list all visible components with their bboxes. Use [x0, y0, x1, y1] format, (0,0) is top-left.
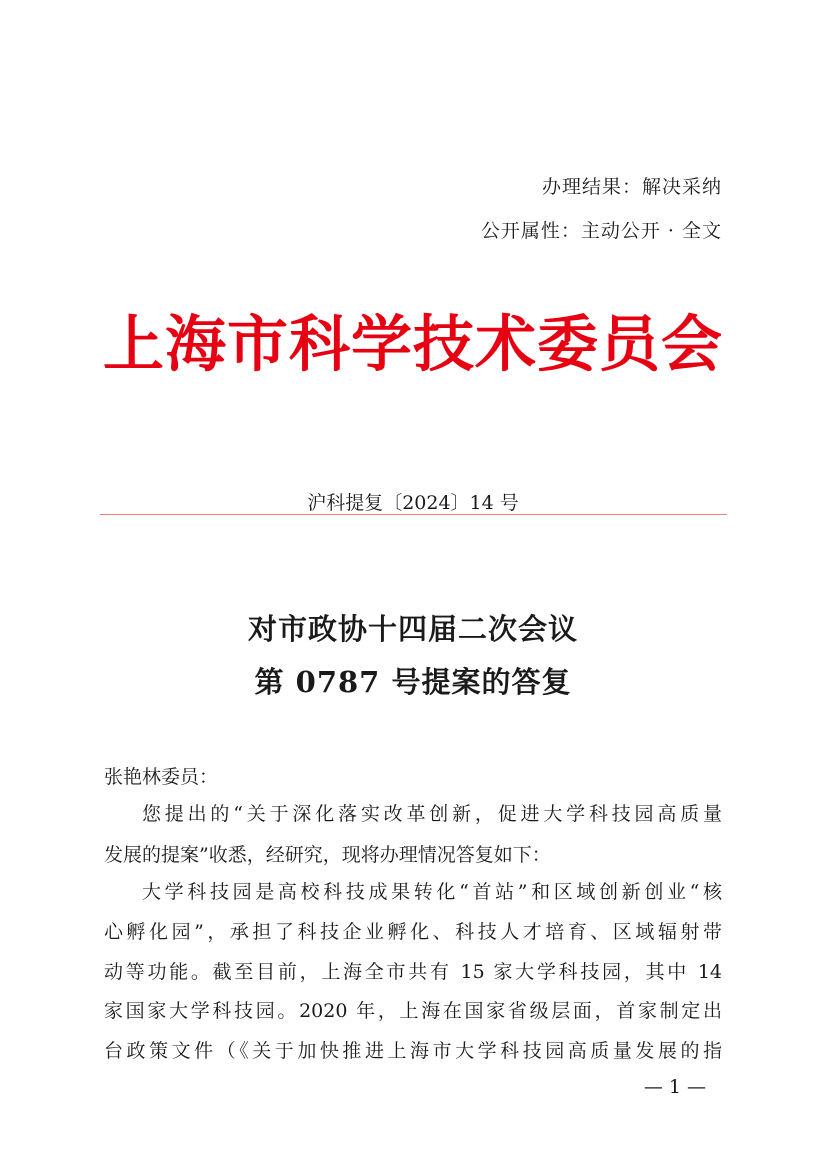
document-title-line-1: 对市政协十四届二次会议 [247, 612, 578, 646]
paragraph-2-line: 心孵化园”，承担了科技企业孵化、科技人才培育、区域辐射带 [104, 921, 722, 943]
organization-header: 上海市科学技术委员会 [102, 309, 723, 380]
red-divider-line [100, 514, 727, 515]
paragraph-2-line: 动等功能。截至目前，上海全市共有 15 家大学科技园，其中 14 [104, 961, 722, 983]
paragraph-2-line: 家国家大学科技园。2020 年，上海在国家省级层面，首家制定出 [104, 1000, 722, 1022]
document-title-line-2: 第 0787 号提案的答复 [254, 665, 572, 699]
paragraph-2-line: 台政策文件（《关于加快推进上海市大学科技园高质量发展的指 [104, 1040, 722, 1062]
disclosure-attribute: 公开属性：主动公开 · 全文 [480, 220, 722, 242]
paragraph-1-line: 发展的提案”收悉，经研究，现将办理情况答复如下： [104, 844, 551, 866]
salutation: 张艳林委员： [104, 766, 219, 788]
paragraph-1-line: 您提出的“关于深化落实改革创新，促进大学科技园高质量 [142, 803, 722, 825]
paragraph-2-line: 大学科技园是高校科技成果转化“首站”和区域创新创业“核 [142, 881, 722, 903]
document-number: 沪科提复〔2024〕14 号 [307, 492, 519, 514]
page-number: — 1 — [643, 1076, 706, 1098]
handling-result: 办理结果：解决采纳 [541, 176, 722, 198]
